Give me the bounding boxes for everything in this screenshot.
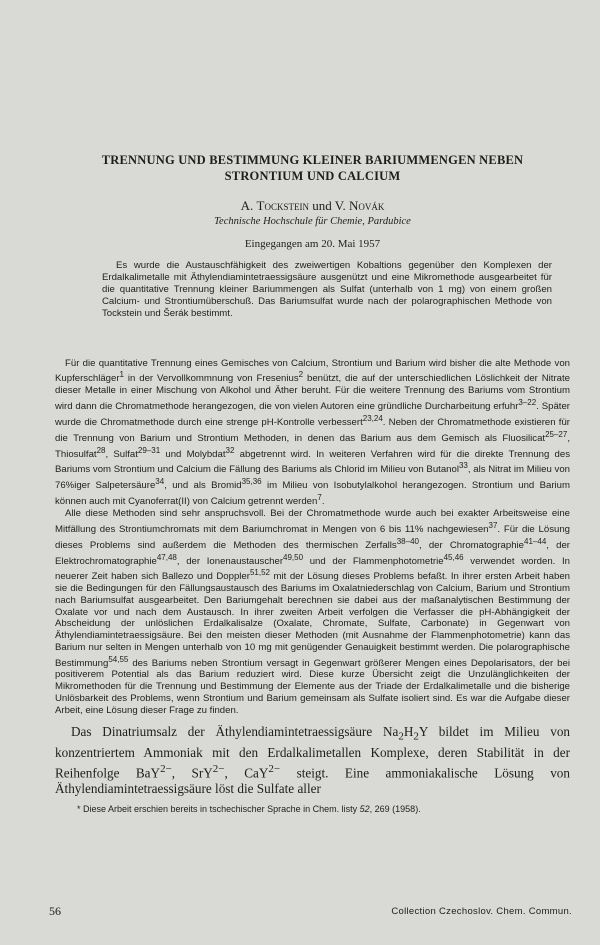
- text-run: des Bariums neben Strontium versagt in Gegenwart größerer Mengen eines Depolarisators, der bei positiverem Potential als das Barium reduziert wird. Diese kurze Übersicht zeigt die Unzulänglichkeiten der Mikromethoden für die Trennung und Bestimmung der Elemente aus der Triade der Erdalkalimetalle und die bisherige Unlösbarkeit des Problems, wenn Strontium und Barium gemeinsam als Sulfate isoliert sind. Es war die Aufgabe dieser Arbeit, eine Lösung dieser Frage zu finden.: [55, 657, 570, 716]
- reference-marker: 38–40: [396, 536, 419, 546]
- reference-marker: 32: [225, 445, 235, 455]
- author1-name: Tockstein: [256, 198, 309, 213]
- text-run: in der Vervollkommnung von Fresenius: [123, 373, 299, 385]
- text-run: Das Dinatriumsalz der Äthylendiamintetraessigsäure Na: [71, 724, 399, 740]
- charge-superscript: 2−: [268, 762, 281, 775]
- text-run: , und als Bromid: [164, 480, 242, 492]
- page-number: 56: [49, 904, 61, 918]
- text-run: Für die quantitative Trennung eines Gemisches von Calcium, Strontium und Barium wird bisher die alte Methode von Kupferschläger: [55, 357, 570, 385]
- footnote-rest: , 269 (1958).: [369, 804, 421, 815]
- text-run: . Später wurde die Chromatmethode durch eine strenge pH-Kontrolle verbessert: [55, 401, 570, 428]
- reference-marker: 51,52: [249, 568, 270, 578]
- reference-marker: 34: [155, 477, 165, 487]
- title-line-1: TRENNUNG UND BESTIMMUNG KLEINER BARIUMMENGEN NEBEN: [101, 153, 524, 167]
- footnote-volume: 52: [359, 804, 370, 815]
- reference-marker: 2: [298, 370, 304, 380]
- title-line-2: STRONTIUM UND CALCIUM: [224, 169, 401, 183]
- charge-superscript: 2−: [212, 762, 225, 775]
- text-run: Alle diese Methoden sind sehr anspruchsvoll. Bei der Chromatmethode wurde auch bei exakter Arbeitsweise eine Mitfällung des Strontiumchromats mit dem Bariumchromat in Mengen von 6 bis 11% nachgewiesen: [55, 508, 570, 535]
- journal-name: Collection Czechoslov. Chem. Commun.: [391, 906, 572, 917]
- text-run: . Für die Lösung dieses Problems sind außerdem die Methoden des thermischen Zerfalls: [55, 523, 570, 551]
- text-run: , der Ionenaustauscher: [176, 555, 284, 567]
- body-paragraph-2: [55, 508, 570, 716]
- text-run: . Neben der Chromatmethode existieren für die Trennung von Barium und Strontium Methoden, in denen das Barium aus dem Gemisch als Fluosilicat: [55, 416, 570, 444]
- text-run: , der Elektrochromatographie: [55, 539, 570, 567]
- reference-marker: 7: [317, 493, 322, 503]
- reference-marker: 37: [488, 520, 498, 530]
- reference-marker: 25–27: [545, 429, 568, 439]
- text-run: steigt. Eine ammoniakalische Lösung von Äthylendiamintetraessigsäure löst die Sulfate aller: [55, 765, 570, 797]
- footnote-text: * Diese Arbeit erschien bereits in tschechischer Sprache in Chem. listy: [77, 804, 360, 815]
- text-run: , der Chromatographie: [418, 539, 525, 551]
- text-run: , als Nitrat im Milieu von 76%iger Salpetersäure: [55, 464, 571, 492]
- text-run: im Milieu von Isobutylalkohol herangezogen. Strontium und Barium können auch mit Cyanoferrat(II) von Calcium getrennt werden: [55, 480, 570, 508]
- subscript: 2: [398, 730, 404, 743]
- reference-marker: 47,48: [156, 552, 177, 562]
- text-run: Y bildet im Milieu von konzentriertem Ammoniak mit den Erdalkalimetallen Komplexe, deren Stabilität in der Reihenfolge BaY: [55, 724, 571, 781]
- text-run: mit der Lösung dieses Problems befaßt. In ihrer ersten Arbeit haben sie die Bedingungen für den Fällungsaustausch des Bariums im Oxalatniederschlag von Calcium, Barium und Strontium nach Bariumsulfat ausgearbeitet. Den Bariumgehalt berechnen sie dabei aus der maßanalytischen Bestimmung der Oxalate vor und nach dem Austausch. In ihrer zweiten Arbeit verfolgen die Verfasser die pH-Abhängigkeit der Abscheidung der unlöslichen Erdalkalisalze (Oxalate, Chromate, Sulfate, Carbonate) in Gegenwart von Äthylendiamintetraessigsäure. Bei den meisten dieser Methoden (mit Ausnahme der Flammenphotometrie) kann das Barium nur selten in Mengen unterhalb von 10 mg mit genügender Genauigkeit bestimmt werden. Die polarographische Bestimmung: [55, 571, 570, 669]
- reference-marker: 33: [458, 461, 468, 471]
- text-run: H: [403, 724, 414, 740]
- received-date: Eingegangen am 20. Mai 1957: [244, 238, 381, 250]
- charge-superscript: 2−: [160, 762, 172, 775]
- text-run: .: [321, 496, 325, 508]
- author-connector: und: [308, 198, 335, 213]
- authors: [55, 198, 570, 214]
- reference-marker: 41–44: [524, 536, 547, 546]
- affiliation: Technische Hochschule für Chemie, Pardubice: [214, 216, 411, 227]
- text-run: , Sulfat: [105, 448, 138, 460]
- author2-name: Novák: [348, 198, 385, 213]
- text-run: abgetrennt wird. In weiteren Verfahren wird für die direkte Trennung des Bariums vom Strontium und Calcium die Fällung des Bariums als Chlorid im Milieu von Butanol: [55, 448, 570, 476]
- reference-marker: 23,24: [362, 413, 383, 423]
- reference-marker: 29–31: [137, 445, 161, 455]
- abstract: Es wurde die Austauschfähigkeit des zweiwertigen Kobaltions gegenüber den Komplexen der Erdalkalimetalle mit Äthylendiamintetraessigsäure ausgenützt und eine Mikromethode ausgearbeitet für die quantitative Trennung kleiner Bariummengen als Sulfat (unterhalb von 1 mg) von einem großen Calcium- und Strontiumüberschuß. Das Bariumsulfat wurde nach der polarographischen Methode von Tockstein und Šerák bestimmt.: [102, 260, 552, 319]
- reference-marker: 28: [96, 445, 106, 455]
- text-run: , CaY: [224, 765, 269, 781]
- text-run: benützt, die auf der unterschiedlichen Löslichkeit der Nitrate dieser Metalle in einer Mischung von Alkohol und Äther beruht. Für die weitere Trennung des Bariums vom Strontium wird dann die Chromatmethode herangezogen, die von vielen Autoren eine gründliche Durcharbeitung erfuhr: [55, 373, 571, 413]
- body-paragraph-3: [55, 724, 570, 797]
- author1-initial: A.: [240, 198, 257, 213]
- text-run: verwendet worden. In neuerer Zeit haben sich Ballezo und Doppler: [55, 555, 570, 583]
- text-run: , SrY: [171, 765, 213, 781]
- reference-marker: 45,46: [443, 552, 464, 562]
- reference-marker: 49,50: [283, 552, 304, 562]
- text-run: , Thiosulfat: [55, 432, 570, 460]
- article-title: [55, 0, 570, 184]
- reference-marker: 1: [119, 370, 124, 380]
- body-paragraph-1: [55, 358, 570, 509]
- reference-marker: 3–22: [518, 397, 537, 407]
- footnote: [55, 803, 570, 815]
- subscript: 2: [413, 730, 419, 743]
- text-run: und der Flammenphotometrie: [303, 555, 444, 567]
- author2-initial: V.: [334, 198, 349, 213]
- reference-marker: 35,36: [241, 477, 262, 487]
- text-run: und Molybdat: [160, 448, 226, 460]
- reference-marker: 54,55: [108, 654, 129, 664]
